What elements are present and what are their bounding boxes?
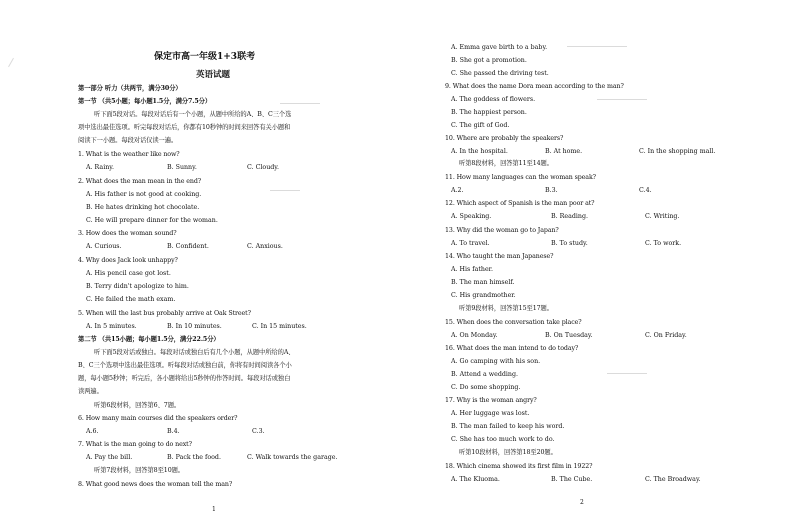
option-a: A. Go camping with his son. <box>451 358 541 365</box>
material-note: 听第10段材料，回答第18至20题。 <box>459 449 557 456</box>
option-c: C. Anxious. <box>247 243 283 250</box>
option-a: A. The goddess of flowers. <box>451 96 536 103</box>
option-b: B. Sunny. <box>167 164 197 171</box>
scan-mark <box>8 58 14 67</box>
question-11: 11. How many languages can the woman speak? <box>445 174 596 181</box>
page-number: 1 <box>212 506 216 513</box>
option-c: C. Do some shopping. <box>451 384 521 391</box>
right-page <box>397 0 794 528</box>
option-a: A. Rainy. <box>86 164 114 171</box>
exam-subtitle: 英语试题 <box>196 70 231 80</box>
option-b: B. To study. <box>551 240 588 247</box>
question-1: 1. What is the weather like now? <box>78 151 180 158</box>
option-b: B. She got a promotion. <box>451 57 527 64</box>
option-a: A. Pay the bill. <box>86 454 133 461</box>
option-c: C. The gift of God. <box>451 122 510 129</box>
option-c: C. In the shopping mall. <box>639 148 716 155</box>
option-a: A. Curious. <box>86 243 122 250</box>
option-b: B. At home. <box>545 148 583 155</box>
option-b: B. Attend a wedding. <box>451 371 518 378</box>
option-a: A. His father. <box>451 266 494 273</box>
instruction-line: B、C三个选项中选出最佳选项。听每段对话或独白前，你将有时间阅读各个小 <box>78 362 292 369</box>
option-c: C. On Friday. <box>645 332 687 339</box>
option-a: A. Speaking. <box>451 213 492 220</box>
question-5: 5. When will the last bus probably arrive at Oak Street? <box>78 310 251 317</box>
question-10: 10. Where are probably the speakers? <box>445 135 564 142</box>
option-b: B. Pack the food. <box>167 454 221 461</box>
part1-heading: 第一部分 听力（共两节，满分30分） <box>78 85 182 92</box>
instruction-line: 听下面5段对话或独白。每段对话或独白后有几个小题，从题中所给的A、 <box>94 349 295 356</box>
scan-mark <box>567 46 627 47</box>
option-a: A. In 5 minutes. <box>86 323 137 330</box>
option-c: C. She passed the driving test. <box>451 70 549 77</box>
option-a: A. In the hospital. <box>451 148 508 155</box>
exam-title: 保定市高一年级1+3联考 <box>154 52 256 62</box>
option-c: C. Writing. <box>645 213 680 220</box>
option-a: A. The Kluoma. <box>451 476 500 483</box>
option-a: A.6. <box>86 428 99 435</box>
instruction-line: 读两遍。 <box>78 388 103 395</box>
option-c: C. He will prepare dinner for the woman. <box>86 217 218 224</box>
option-b: B. Terry didn't apologize to him. <box>86 283 189 290</box>
option-a: A.2. <box>451 187 464 194</box>
option-c: C. He failed the math exam. <box>86 296 176 303</box>
option-c: C. To work. <box>645 240 682 247</box>
option-b: B.4. <box>167 428 180 435</box>
option-c: C.4. <box>639 187 652 194</box>
question-3: 3. How does the woman sound? <box>78 230 177 237</box>
question-2: 2. What does the man mean in the end? <box>78 178 202 185</box>
scan-mark <box>607 373 647 374</box>
question-9: 9. What does the name Dora mean according to the man? <box>445 83 624 90</box>
option-c: C. In 15 minutes. <box>252 323 307 330</box>
option-b: B. He hates drinking hot chocolate. <box>86 204 200 211</box>
option-b: B. The man himself. <box>451 279 515 286</box>
instruction-line: 阅读下一小题。每段对话仅读一遍。 <box>78 137 178 144</box>
option-a: A. On Monday. <box>451 332 498 339</box>
option-b: B. The Cube. <box>551 476 593 483</box>
option-b: B. Confident. <box>167 243 209 250</box>
option-b: B. In 10 minutes. <box>167 323 222 330</box>
question-18: 18. Which cinema showed its first film in 1922? <box>445 463 593 470</box>
option-c: C. Walk towards the garage. <box>247 454 338 461</box>
option-b: B. The happiest person. <box>451 109 527 116</box>
section2-heading: 第二节 （共15小题；每小题1.5分，满分22.5分） <box>78 336 220 343</box>
option-c: C.3. <box>252 428 265 435</box>
scan-mark <box>270 190 300 191</box>
material-note: 听第9段材料，回答第15至17题。 <box>459 305 553 312</box>
page-number: 2 <box>580 499 584 506</box>
material-note: 听第6段材料，回答第6、7题。 <box>94 402 181 409</box>
option-b: B. Reading. <box>551 213 588 220</box>
instruction-line: 题，每小题5秒钟；听完后，各小题将给出5秒钟的作答时间。每段对话或独白 <box>78 375 291 382</box>
instruction-line: 听下面5段对话。每段对话后有一个小题，从题中所给的A、B、C三个选 <box>94 111 292 118</box>
option-c: C. She has too much work to do. <box>451 436 555 443</box>
option-a: A. Her luggage was lost. <box>451 410 530 417</box>
question-4: 4. Why does Jack look unhappy? <box>78 257 178 264</box>
option-a: A. Emma gave birth to a baby. <box>451 44 548 51</box>
material-note: 听第8段材料，回答第11至14题。 <box>459 160 553 167</box>
option-b: B.3. <box>545 187 558 194</box>
question-15: 15. When does the conversation take place? <box>445 319 582 326</box>
option-a: A. To travel. <box>451 240 490 247</box>
question-7: 7. What is the man going to do next? <box>78 441 192 448</box>
option-a: A. His pencil case got lost. <box>86 270 171 277</box>
option-c: C. The Broadway. <box>645 476 701 483</box>
section1-heading: 第一节 （共5小题；每小题1.5分，满分7.5分） <box>78 98 212 105</box>
question-12: 12. Which aspect of Spanish is the man poor at? <box>445 200 595 207</box>
question-6: 6. How many main courses did the speakers order? <box>78 415 238 422</box>
question-13: 13. Why did the woman go to Japan? <box>445 227 559 234</box>
scan-mark <box>280 103 320 104</box>
option-b: B. On Tuesday. <box>545 332 593 339</box>
option-c: C. His grandmother. <box>451 292 516 299</box>
question-14: 14. Who taught the man Japanese? <box>445 253 554 260</box>
question-8: 8. What good news does the woman tell the man? <box>78 481 233 488</box>
material-note: 听第7段材料，回答第8至10题。 <box>94 467 184 474</box>
option-a: A. His father is not good at cooking. <box>86 191 202 198</box>
scan-mark <box>597 99 647 100</box>
instruction-line: 项中选出最佳选项。听完每段对话后，你都有10秒钟的时间来回答有关小题和 <box>78 124 291 131</box>
question-16: 16. What does the man intend to do today? <box>445 345 579 352</box>
option-c: C. Cloudy. <box>247 164 280 171</box>
option-b: B. The man failed to keep his word. <box>451 423 565 430</box>
question-17: 17. Why is the woman angry? <box>445 397 537 404</box>
